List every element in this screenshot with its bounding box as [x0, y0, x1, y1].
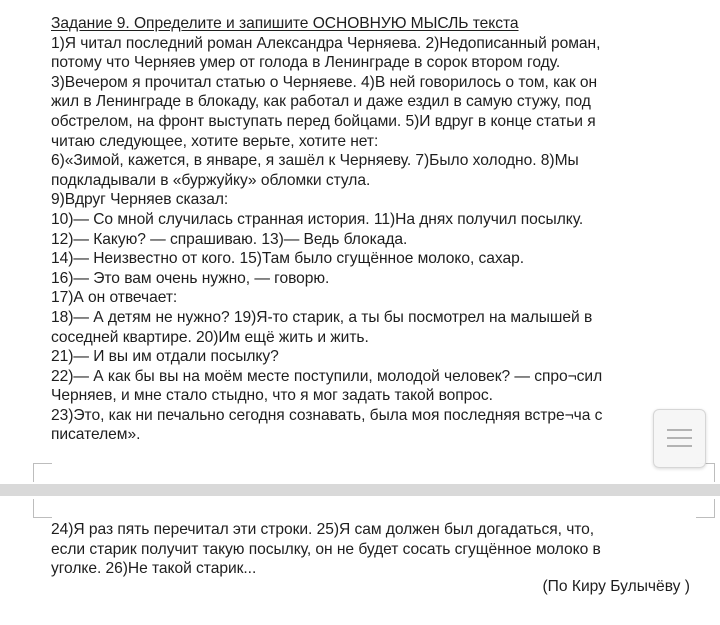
- text-line: 1)Я читал последний роман Александра Черняева. 2)Недописанный роман,: [51, 34, 601, 52]
- crop-mark-bottom-right: [696, 499, 715, 518]
- text-line: 3)Вечером я прочитал статью о Черняеве. 4)В ней говорилось о том, как он: [51, 73, 598, 91]
- text-line: 9)Вдруг Черняев сказал:: [51, 191, 229, 209]
- text-line: 22)— А как бы вы на моём месте поступили, молодой человек? — спро¬сил: [51, 367, 603, 385]
- text-line: если старик получит такую посылку, он не будет сосать сгущённое молоко в: [51, 540, 601, 558]
- page-2-text: [51, 520, 701, 579]
- menu-bar-top: [667, 429, 692, 431]
- crop-mark-top-left: [33, 463, 52, 482]
- text-line: писателем».: [51, 426, 141, 444]
- text-line: жил в Ленинграде в блокаду, как работал и даже ездил в самую стужу, под: [51, 93, 591, 111]
- text-line: уголке. 26)Не такой старик...: [51, 560, 257, 578]
- text-line: подкладывали в «буржуйку» обломки стула.: [51, 171, 371, 189]
- page-separator: [0, 484, 720, 496]
- text-line: 21)— И вы им отдали посылку?: [51, 348, 279, 366]
- text-line: 23)Это, как ни печально сегодня сознавать, была моя последняя встре¬ча с: [51, 406, 603, 424]
- text-line: 16)— Это вам очень нужно, — говорю.: [51, 269, 330, 287]
- menu-bar-bottom: [667, 445, 692, 447]
- text-line: читаю следующее, хотите верьте, хотите нет:: [51, 132, 379, 150]
- text-line: 6)«Зимой, кажется, в январе, я зашёл к Черняеву. 7)Было холодно. 8)Мы: [51, 152, 579, 170]
- text-line: 12)— Какую? — спрашиваю. 13)— Ведь блокада.: [51, 230, 408, 248]
- task-title: Задание 9. Определите и запишите ОСНОВНУЮ МЫСЛЬ текста: [51, 15, 519, 32]
- text-line: 24)Я раз пять перечитал эти строки. 25)Я сам должен был догадаться, что,: [51, 521, 595, 538]
- text-line: Черняев, и мне стало стыдно, что я мог задать такой вопрос.: [51, 387, 493, 405]
- hamburger-menu-icon[interactable]: [653, 409, 706, 468]
- attribution: (По Киру Булычёву ): [542, 578, 690, 595]
- crop-mark-bottom-left: [33, 499, 52, 518]
- text-line: потому что Черняев умер от голода в Ленинграде в сорок втором году.: [51, 54, 561, 72]
- text-line: обстрелом, на фронт выступать перед бойцами. 5)И вдруг в конце статьи я: [51, 112, 596, 130]
- text-line: 17)А он отвечает:: [51, 289, 178, 307]
- text-line: 10)— Со мной случилась странная история. 11)На днях получил посылку.: [51, 210, 584, 228]
- text-line: 18)— А детям не нужно? 19)Я-то старик, а ты бы посмотрел на малышей в: [51, 308, 593, 326]
- menu-bar-middle: [667, 437, 692, 439]
- text-line: соседней квартире. 20)Им ещё жить и жить.: [51, 328, 369, 346]
- text-line: 14)— Неизвестно от кого. 15)Там было сгущённое молоко, сахар.: [51, 250, 524, 268]
- page-1-text: [51, 14, 691, 445]
